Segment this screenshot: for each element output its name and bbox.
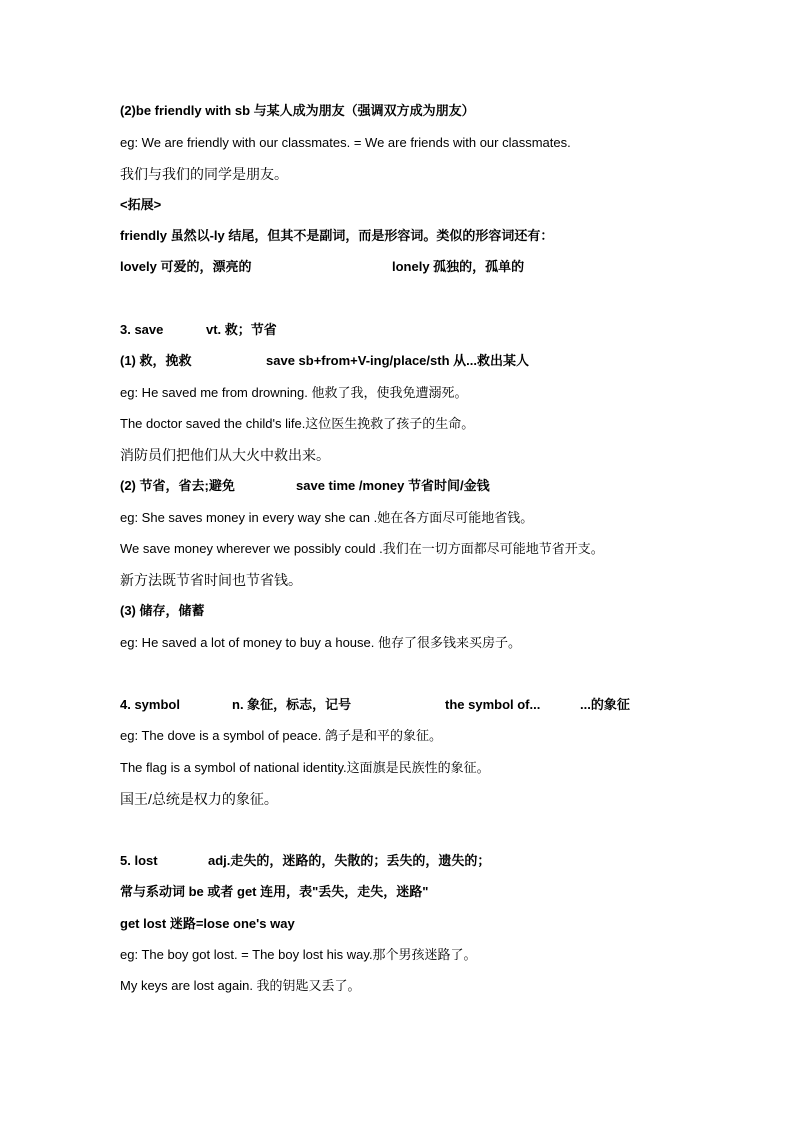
pos-definition-symbol: n. 象征，标志，记号 — [232, 697, 352, 712]
translation-sentence: 我们与我们的同学是朋友。 — [120, 166, 288, 182]
heading-save — [120, 321, 277, 339]
sense-save-economize — [120, 477, 490, 495]
example-sentence: eg: We are friendly with our classmates. = We are friends with our classmates. — [120, 135, 571, 150]
pos-definition-lost: adj.走失的，迷路的，失散的；丢失的，遗失的； — [208, 853, 491, 868]
translation-sentence: 国王/总统是权力的象征。 — [120, 791, 278, 807]
heading-symbol — [120, 696, 630, 714]
example-sentence: My keys are lost again. 我的钥匙又丢了。 — [120, 978, 361, 993]
phrase-get-lost: get lost 迷路=lose one's way — [120, 916, 295, 931]
example-sentence: eg: The dove is a symbol of peace. 鸽子是和平的象征。 — [120, 728, 442, 743]
pos-definition-save: vt. 救；节省 — [206, 322, 277, 337]
headword-lost: 5. lost — [120, 853, 158, 868]
example-sentence: eg: She saves money in every way she can .她在各方面尽可能地省钱。 — [120, 510, 534, 525]
example-sentence: eg: He saved a lot of money to buy a house. 他存了很多钱来买房子。 — [120, 635, 521, 650]
example-sentence: The flag is a symbol of national identity.这面旗是民族性的象征。 — [120, 760, 490, 775]
sense-save-rescue — [120, 352, 529, 370]
usage-note: 常与系动词 be 或者 get 连用，表"丢失，走失，迷路" — [120, 884, 429, 899]
sense-pattern: save time /money 节省时间/金钱 — [296, 478, 490, 493]
sense-pattern: save sb+from+V-ing/place/sth 从...救出某人 — [266, 353, 529, 368]
sense-label: (1) 救，挽救 — [120, 353, 192, 368]
adjective-lovely: lovely 可爱的，漂亮的 — [120, 259, 252, 274]
translation-sentence: 新方法既节省时间也节省钱。 — [120, 572, 302, 588]
adjective-lonely: lonely 孤独的，孤单的 — [392, 259, 525, 274]
translation-sentence: 消防员们把他们从大火中救出来。 — [120, 447, 330, 463]
extension-note: friendly 虽然以-ly 结尾，但其不是副词，而是形容词。类似的形容词还有： — [120, 228, 554, 243]
example-sentence: The doctor saved the child's life.这位医生挽救了孩子的生命。 — [120, 416, 475, 431]
sense-save-store: (3) 储存，储蓄 — [120, 603, 205, 618]
phrase-meaning: ...的象征 — [580, 697, 630, 712]
example-sentence: eg: He saved me from drowning. 他救了我，使我免遭溺死。 — [120, 385, 468, 400]
sense-label: (2) 节省，省去;避免 — [120, 478, 235, 493]
phrase-symbol-of: the symbol of... — [445, 697, 541, 712]
adjective-examples — [120, 258, 524, 276]
heading-be-friendly-with: (2)be friendly with sb 与某人成为朋友（强调双方成为朋友） — [120, 103, 475, 118]
extension-label: <拓展> — [120, 197, 162, 212]
example-sentence: We save money wherever we possibly could .我们在一切方面都尽可能地节省开支。 — [120, 541, 604, 556]
headword-symbol: 4. symbol — [120, 697, 180, 712]
example-sentence: eg: The boy got lost. = The boy lost his way.那个男孩迷路了。 — [120, 947, 477, 962]
heading-lost — [120, 852, 490, 870]
headword-save: 3. save — [120, 322, 164, 337]
